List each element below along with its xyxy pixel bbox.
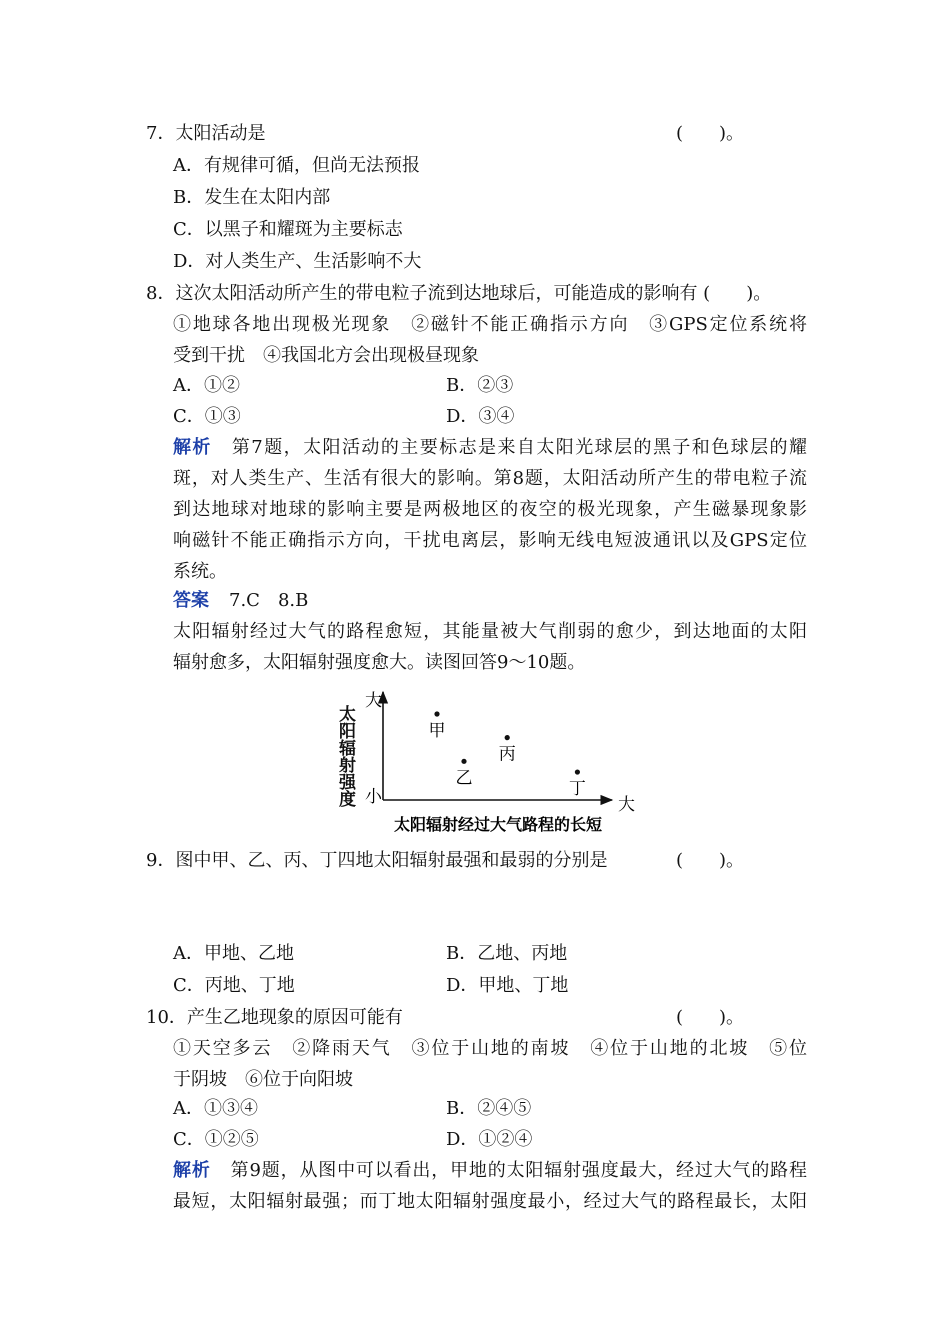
answer-7-8	[173, 588, 308, 614]
intro-line-2: 辐射愈多，太阳辐射强度愈大。读图回答9～10题。	[173, 652, 586, 673]
y-axis-title-char: 强	[339, 773, 356, 793]
q7-option-b: B．发生在太阳内部	[173, 187, 331, 208]
y-axis-small-label: 小	[365, 787, 382, 807]
y-axis-title-char: 太	[339, 705, 356, 725]
point-label: 丁	[568, 779, 586, 800]
q8-items-line-1: ①地球各地出现极光现象 ②磁针不能正确指示方向 ③GPS定位系统将	[173, 314, 807, 335]
point-甲	[434, 711, 439, 716]
q8-stem: 8．这次太阳活动所产生的带电粒子流到达地球后，可能造成的影响有 ( )。	[146, 283, 772, 304]
q9-option-a: A．甲地、乙地	[173, 943, 294, 964]
q9-option-d: D．甲地、丁地	[446, 975, 569, 996]
analysis-line: 斑，对人类生产、生活有很大的影响。第8题，太阳活动所产生的带电粒子流	[173, 468, 807, 489]
q10-option-d: D．①②④	[446, 1129, 533, 1150]
point-丁	[575, 769, 580, 774]
q10-items	[173, 1033, 807, 1095]
q10-answer-paren: ( )。	[676, 1007, 745, 1028]
point-丙	[505, 735, 510, 740]
q8-option-b: B．②③	[446, 375, 514, 396]
radiation-chart	[336, 686, 646, 838]
q10-option-c: C．①②⑤	[173, 1129, 259, 1150]
q9-option-b: B．乙地、丙地	[446, 943, 568, 964]
analysis-line: 系统。	[173, 561, 227, 582]
answer-text: 7.C 8.B	[229, 590, 309, 611]
radiation-figure	[336, 686, 646, 842]
x-axis-title: 太阳辐射经过大气路程的长短	[393, 815, 603, 834]
y-axis-title-char: 辐	[339, 739, 356, 759]
point-label: 甲	[428, 721, 446, 741]
y-axis-title-char: 度	[339, 790, 356, 810]
analysis-label: 解析	[173, 437, 212, 458]
y-axis-title-char: 射	[339, 756, 356, 776]
analysis-9-10	[173, 1155, 807, 1217]
analysis-7-8	[173, 432, 807, 587]
q10-option-b: B．②④⑤	[446, 1098, 532, 1119]
q8-option-d: D．③④	[446, 406, 515, 427]
intro-line-1: 太阳辐射经过大气的路程愈短，其能量被大气削弱的愈少，到达地面的太阳	[173, 621, 807, 642]
q8-option-c: C．①③	[173, 406, 241, 427]
y-axis-title-char: 阳	[339, 722, 356, 742]
analysis-line: 解析 第7题，太阳活动的主要标志是来自太阳光球层的黑子和色球层的耀	[173, 437, 807, 458]
analysis-line: 解析 第9题，从图中可以看出，甲地的太阳辐射强度最大，经过大气的路程	[173, 1160, 808, 1181]
q7-option-c: C．以黑子和耀斑为主要标志	[173, 219, 403, 240]
intro-paragraph	[173, 616, 807, 678]
q10-items-line-2: 于阴坡 ⑥位于向阳坡	[173, 1069, 353, 1090]
q9-answer-paren: ( )。	[676, 850, 745, 871]
point-label: 丙	[498, 744, 516, 765]
q7-stem: 7．太阳活动是	[146, 123, 266, 144]
y-axis-big-label: 大	[365, 691, 382, 711]
q7-answer-paren: ( )。	[676, 123, 745, 144]
analysis-line: 最短，太阳辐射最强；而丁地太阳辐射强度最小，经过大气的路程最长，太阳	[173, 1191, 807, 1212]
analysis-line: 响磁针不能正确指示方向，干扰电离层，影响无线电短波通讯以及GPS定位	[173, 530, 807, 551]
answer-label: 答案	[173, 590, 209, 611]
point-乙	[461, 759, 466, 764]
q10-stem: 10．产生乙地现象的原因可能有	[146, 1007, 403, 1028]
q10-option-a: A．①③④	[173, 1098, 258, 1119]
analysis-label: 解析	[173, 1160, 211, 1181]
q8-items-line-2: 受到干扰 ④我国北方会出现极昼现象	[173, 345, 479, 366]
q7-option-a: A．有规律可循，但尚无法预报	[173, 155, 420, 176]
y-axis-title	[338, 704, 357, 810]
q8-option-a: A．①②	[173, 375, 240, 396]
analysis-line: 到达地球对地球的影响主要是两极地区的夜空的极光现象，产生磁暴现象影	[173, 499, 807, 520]
q9-stem: 9．图中甲、乙、丙、丁四地太阳辐射最强和最弱的分别是	[146, 850, 608, 871]
q7-option-d: D．对人类生产、生活影响不大	[173, 251, 422, 272]
q8-items	[173, 309, 807, 371]
point-label: 乙	[455, 768, 473, 789]
x-axis-big-label: 大	[618, 795, 635, 815]
q9-option-c: C．丙地、丁地	[173, 975, 295, 996]
q10-items-line-1: ①天空多云 ②降雨天气 ③位于山地的南坡 ④位于山地的北坡 ⑤位	[173, 1038, 807, 1059]
